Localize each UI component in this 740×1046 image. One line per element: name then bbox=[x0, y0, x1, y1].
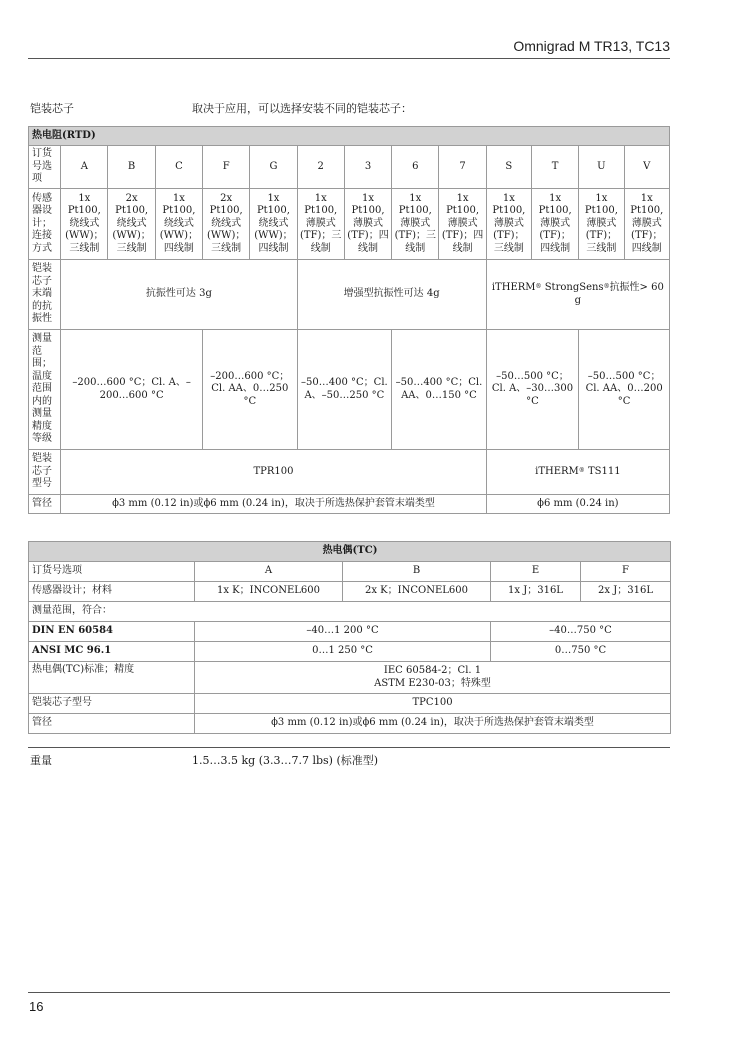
rtd-order-label: 订货号选项 bbox=[29, 146, 61, 189]
rtd-design-cell: 1x Pt100, 绕线式 (WW)； 三线制 bbox=[61, 189, 108, 260]
footer-rule bbox=[28, 992, 670, 993]
rtd-order-code: T bbox=[531, 146, 578, 189]
rtd-title: 热电阻(RTD) bbox=[29, 127, 670, 146]
weight-rule bbox=[28, 747, 670, 748]
page-number: 16 bbox=[29, 999, 44, 1014]
rtd-order-code: U bbox=[579, 146, 624, 189]
rtd-order-code: V bbox=[624, 146, 669, 189]
tc-range-header-row bbox=[29, 602, 671, 622]
rtd-order-code: B bbox=[108, 146, 155, 189]
tc-ansi-label: ANSI MC 96.1 bbox=[29, 642, 195, 662]
rtd-design-cell: 2x Pt100, 绕线式 (WW)； 三线制 bbox=[203, 189, 250, 260]
rtd-design-cell: 1x Pt100, 薄膜式 (TF)；四 线制 bbox=[439, 189, 486, 260]
tc-order-code: F bbox=[581, 562, 671, 582]
rtd-design-cell: 1x Pt100, 薄膜式 (TF)；三 线制 bbox=[392, 189, 439, 260]
tc-range-header: 测量范围，符合： bbox=[29, 602, 671, 622]
tc-din-k: –40…1 200 °C bbox=[195, 622, 491, 642]
tc-ansi-k: 0…1 250 °C bbox=[195, 642, 491, 662]
rtd-type-label: 铠装芯子型号 bbox=[29, 450, 61, 495]
tc-din-row bbox=[29, 622, 671, 642]
tc-standard-value: IEC 60584-2；Cl. 1 ASTM E230-03；特殊型 bbox=[195, 662, 671, 694]
tc-diameter-row bbox=[29, 714, 671, 734]
rtd-diameter-b: ϕ6 mm (0.24 in) bbox=[486, 495, 669, 514]
rtd-range-label: 测量范围；温度范围内的测量精度等级 bbox=[29, 330, 61, 450]
tc-diameter-label: 管径 bbox=[29, 714, 195, 734]
rtd-type-ts111: iTHERM® TS111 bbox=[486, 450, 669, 495]
rtd-table bbox=[28, 126, 670, 514]
rtd-order-code: 3 bbox=[344, 146, 391, 189]
rtd-order-code: A bbox=[61, 146, 108, 189]
rtd-order-code: S bbox=[486, 146, 531, 189]
rtd-vibration-ww: 抗振性可达 3g bbox=[61, 260, 297, 330]
rtd-order-code: C bbox=[155, 146, 202, 189]
rtd-design-cell: 1x Pt100, 薄膜式 (TF)；三 线制 bbox=[297, 189, 344, 260]
tc-diameter-value: ϕ3 mm (0.12 in)或ϕ6 mm (0.24 in)，取决于所选热保护套管末端类型 bbox=[195, 714, 671, 734]
rtd-order-code: 2 bbox=[297, 146, 344, 189]
rtd-range-cell: –50…400 °C；Cl. A、–50…250 °C bbox=[297, 330, 392, 450]
rtd-order-code: G bbox=[250, 146, 297, 189]
tc-order-row bbox=[29, 562, 671, 582]
insert-label: 铠装芯子 bbox=[30, 102, 74, 115]
rtd-order-code: F bbox=[203, 146, 250, 189]
tc-order-code: A bbox=[195, 562, 343, 582]
rtd-range-cell: –200…600 °C；Cl. A、–200…600 °C bbox=[61, 330, 203, 450]
weight-label: 重量 bbox=[30, 754, 52, 767]
rtd-design-cell: 1x Pt100, 薄膜式 (TF)； 四线制 bbox=[624, 189, 669, 260]
rtd-range-cell: –50…500 °C； Cl. A、–30…300 °C bbox=[486, 330, 579, 450]
tc-material-cell: 2x J；316L bbox=[581, 582, 671, 602]
tc-type-label: 铠装芯子型号 bbox=[29, 694, 195, 714]
rtd-design-cell: 1x Pt100, 绕线式 (WW)； 四线制 bbox=[250, 189, 297, 260]
tc-order-code: E bbox=[491, 562, 581, 582]
rtd-vibration-label: 铠装芯子末端的抗振性 bbox=[29, 260, 61, 330]
tc-din-j: –40…750 °C bbox=[491, 622, 671, 642]
tc-material-cell: 1x J；316L bbox=[491, 582, 581, 602]
rtd-order-code: 7 bbox=[439, 146, 486, 189]
rtd-diameter-row bbox=[29, 495, 670, 514]
rtd-type-tpr100: TPR100 bbox=[61, 450, 487, 495]
rtd-design-label: 传感器设计；连接方式 bbox=[29, 189, 61, 260]
tc-order-label: 订货号选项 bbox=[29, 562, 195, 582]
rtd-design-cell: 1x Pt100, 绕线式 (WW)； 四线制 bbox=[155, 189, 202, 260]
rtd-design-cell: 1x Pt100, 薄膜式 (TF)； 三线制 bbox=[486, 189, 531, 260]
document-title: Omnigrad M TR13, TC13 bbox=[513, 38, 670, 54]
tc-material-label: 传感器设计；材料 bbox=[29, 582, 195, 602]
tc-material-row bbox=[29, 582, 671, 602]
rtd-diameter-a: ϕ3 mm (0.12 in)或ϕ6 mm (0.24 in)，取决于所选热保护套管末端类型 bbox=[61, 495, 487, 514]
weight-value: 1.5…3.5 kg (3.3…7.7 lbs) (标准型) bbox=[192, 754, 379, 767]
insert-description: 取决于应用，可以选择安装不同的铠装芯子： bbox=[192, 102, 412, 115]
tc-table bbox=[28, 541, 671, 734]
tc-type-value: TPC100 bbox=[195, 694, 671, 714]
tc-ansi-j: 0…750 °C bbox=[491, 642, 671, 662]
rtd-order-row bbox=[29, 146, 670, 189]
tc-standard-label: 热电偶(TC)标准；精度 bbox=[29, 662, 195, 694]
tc-material-cell: 1x K；INCONEL600 bbox=[195, 582, 343, 602]
rtd-design-cell: 2x Pt100, 绕线式 (WW)； 三线制 bbox=[108, 189, 155, 260]
rtd-vibration-row bbox=[29, 260, 670, 330]
tc-material-cell: 2x K；INCONEL600 bbox=[343, 582, 491, 602]
rtd-range-cell: –50…500 °C； Cl. AA、0…200 °C bbox=[579, 330, 670, 450]
rtd-vibration-strongsens: iTHERM® StrongSens®抗振性> 60 g bbox=[486, 260, 669, 330]
tc-standard-row bbox=[29, 662, 671, 694]
tc-title: 热电偶(TC) bbox=[29, 542, 671, 562]
rtd-range-cell: –200…600 °C；Cl. AA、0…250 °C bbox=[203, 330, 298, 450]
rtd-type-row bbox=[29, 450, 670, 495]
rtd-design-cell: 1x Pt100, 薄膜式 (TF)； 三线制 bbox=[579, 189, 624, 260]
header-rule bbox=[28, 58, 670, 59]
tc-type-row bbox=[29, 694, 671, 714]
rtd-design-cell: 1x Pt100, 薄膜式 (TF)；四 线制 bbox=[344, 189, 391, 260]
rtd-range-cell: –50…400 °C；Cl. AA、0…150 °C bbox=[392, 330, 487, 450]
rtd-diameter-label: 管径 bbox=[29, 495, 61, 514]
tc-order-code: B bbox=[343, 562, 491, 582]
rtd-design-cell: 1x Pt100, 薄膜式 (TF)； 四线制 bbox=[531, 189, 578, 260]
rtd-order-code: 6 bbox=[392, 146, 439, 189]
tc-din-label: DIN EN 60584 bbox=[29, 622, 195, 642]
rtd-range-row bbox=[29, 330, 670, 450]
rtd-vibration-tf: 增强型抗振性可达 4g bbox=[297, 260, 486, 330]
rtd-design-row bbox=[29, 189, 670, 260]
tc-ansi-row bbox=[29, 642, 671, 662]
